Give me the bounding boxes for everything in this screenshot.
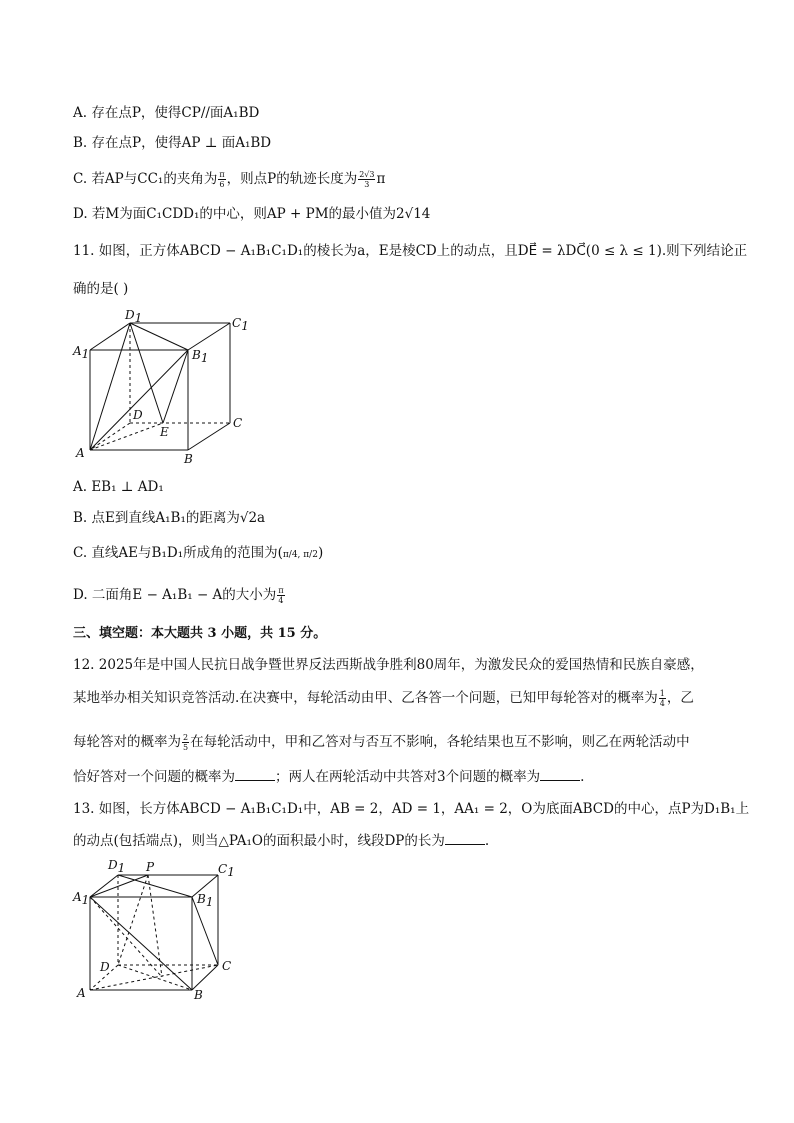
section-heading: 三、填空题：本大题共 3 小题，共 15 分。 xyxy=(73,626,327,641)
q12-line2-post: ，乙 xyxy=(666,690,694,706)
label-c: C xyxy=(233,416,243,430)
q11-option-c xyxy=(73,544,323,564)
cuboid-figure xyxy=(70,855,250,1005)
label-e: E xyxy=(160,425,169,439)
fraction-num: π xyxy=(278,586,284,595)
label-b1: B1 xyxy=(192,348,209,365)
cube-figure xyxy=(70,305,260,465)
label-c: C xyxy=(222,959,232,973)
q13-line1: 13. 如图，长方体ABCD − A₁B₁C₁D₁中，AB = 2，AD = 1，AA₁ = 2，O为底面ABCD的中心，点P为D₁B₁上 xyxy=(73,801,750,817)
q11-option-a: A. EB₁ ⊥ AD₁ xyxy=(73,479,164,495)
label-d: D xyxy=(100,960,110,974)
q11-option-c-pre: C. 直线AE与B₁D₁所成角的范围为( xyxy=(73,545,283,561)
q13-line2 xyxy=(73,832,489,850)
label-p: P xyxy=(146,860,155,874)
fraction xyxy=(218,170,225,189)
q13-line2-a: 的动点(包括端点)，则当△PA₁O的面积最小时，线段DP的长为 xyxy=(73,833,445,849)
q11-option-b: B. 点E到直线A₁B₁的距离为√2a xyxy=(73,510,266,526)
label-c1: C1 xyxy=(218,862,235,879)
q11-option-c-post: ) xyxy=(317,545,324,561)
fraction-num: 1 xyxy=(659,689,665,698)
label-a1: A1 xyxy=(73,344,90,361)
label-b: B xyxy=(184,452,193,465)
fraction-den: 6 xyxy=(219,180,225,189)
fraction-den: 5 xyxy=(183,743,189,752)
q12-line3-pre: 每轮答对的概率为 xyxy=(73,734,181,750)
q12-line1: 12. 2025年是中国人民抗日战争暨世界反法西斯战争胜利80周年，为激发民众的爱国热情和民族自豪感， xyxy=(73,657,704,673)
q10-option-c-mid: ，则点P的轨迹长度为 xyxy=(226,171,358,187)
fraction xyxy=(659,689,666,708)
fraction-num: π xyxy=(219,170,225,179)
label-a: A xyxy=(77,986,86,1000)
label-d1: D1 xyxy=(125,308,143,325)
q10-option-b: B. 存在点P，使得AP ⊥ 面A₁BD xyxy=(73,135,272,151)
fraction-den: 4 xyxy=(278,596,284,605)
label-c1: C1 xyxy=(232,316,249,333)
q11-option-c-range: π/4, π/2 xyxy=(282,550,318,560)
label-b1: B1 xyxy=(197,892,214,909)
q12-line2 xyxy=(73,689,694,708)
q10-option-c xyxy=(73,170,385,189)
q12-line3 xyxy=(73,733,690,752)
q11-option-d-pre: D. 二面角E − A₁B₁ − A的大小为 xyxy=(73,587,277,603)
label-d: D xyxy=(133,408,143,422)
label-d1: D1 xyxy=(108,858,126,875)
q13-line2-b: . xyxy=(484,833,490,849)
q10-option-d: D. 若M为面C₁CDD₁的中心，则AP + PM的最小值为2√14 xyxy=(73,206,431,222)
fraction-num: 2 xyxy=(183,733,189,742)
q10-option-a: A. 存在点P，使得CP//面A₁BD xyxy=(73,105,260,121)
q11-stem-line2: 确的是( ) xyxy=(73,281,129,297)
q10-option-c-post: π xyxy=(376,171,386,187)
fraction xyxy=(358,170,375,189)
q12-line4-a: 恰好答对一个问题的概率为 xyxy=(73,769,235,785)
q12-line4-b: ；两人在两轮活动中共答对3个问题的概率为 xyxy=(275,769,541,785)
fraction-den: 4 xyxy=(659,699,665,708)
q11-stem-line1: 11. 如图，正方体ABCD − A₁B₁C₁D₁的棱长为a，E是棱CD上的动点，且DE⃗ = λDC⃗(0 ≤ λ ≤ 1).则下列结论正 xyxy=(73,243,748,259)
fraction-num: 2√3 xyxy=(359,170,375,179)
fraction xyxy=(182,733,189,752)
label-a1: A1 xyxy=(73,890,90,907)
answer-blank xyxy=(445,832,485,845)
label-b: B xyxy=(194,988,203,1002)
label-a: A xyxy=(76,446,85,460)
q10-option-c-pre: C. 若AP与CC₁的夹角为 xyxy=(73,171,218,187)
answer-blank xyxy=(540,768,580,781)
q11-option-d xyxy=(73,586,286,605)
fraction-den: 3 xyxy=(364,180,370,189)
q12-line4 xyxy=(73,768,584,786)
fraction xyxy=(277,586,284,605)
q12-line3-post: 在每轮活动中，甲和乙答对与否互不影响，各轮结果也互不影响，则乙在两轮活动中 xyxy=(190,734,690,750)
q12-line2-pre: 某地举办相关知识竞答活动.在决赛中，每轮活动由甲、乙各答一个问题，已知甲每轮答对的概率为 xyxy=(73,690,658,706)
q12-line4-c: . xyxy=(580,769,585,785)
answer-blank xyxy=(235,768,275,781)
